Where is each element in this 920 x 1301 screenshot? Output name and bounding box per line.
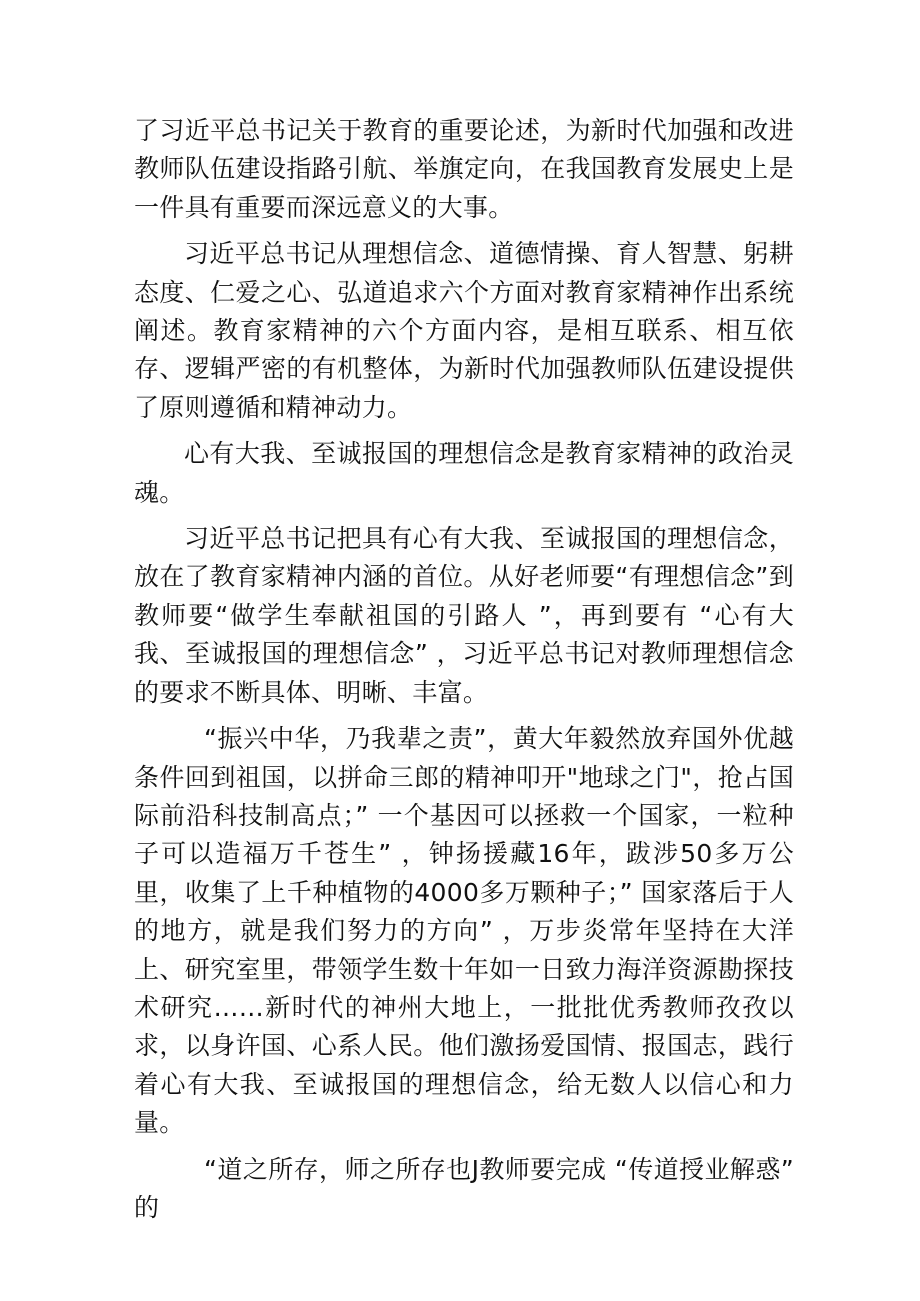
article-body xyxy=(134,112,803,1235)
paragraph-ideals-beliefs: 习近平总书记把具有心有大我、至诚报国的理想信念，放在了教育家精神内涵的首位。从好老师要“有理想信念”到教师要“做学生奉献祖国的引路人 ”，再到要有 “心有大我、至诚报国的理想信念” ，习近平总书记对教师理想信念的要求不断具体、明晰、丰富。 xyxy=(134,524,794,707)
paragraph-section-heading: 心有大我、至诚报国的理想信念是教育家精神的政治灵魂。 xyxy=(134,439,794,507)
paragraph-dao-teacher: “道之所存，师之所存也J教师要完成 “传道授业解惑” 的 xyxy=(134,1154,803,1222)
paragraph-six-aspects: 习近平总书记从理想信念、道德情操、育人智慧、躬耕态度、仁爱之心、弘道追求六个方面对教育家精神作出系统阐述。教育家精神的六个方面内容，是相互联系、相互依存、逻辑严密的有机整体，为新时代加强教师队伍建设提供了原则遵循和精神动力。 xyxy=(134,239,794,422)
paragraph-teacher-examples: “振兴中华，乃我辈之责”，黄大年毅然放弃国外优越条件回到祖国，以拼命三郎的精神叩开"地球之门"，抢占国际前沿科技制高点；” 一个基因可以拯救一个国家，一粒种子可以造福万千苍生” ，钟扬援藏16年，跋涉50多万公里，收集了上千种植物的4000多万颗种子；” 国家落后于人的地方，就是我们努力的方向” ，万步炎常年坚持在大洋上、研究室里，带领学生数十年如一日致力海洋资源勘探技术研究……新时代的神州大地上，一批批优秀教师孜孜以求，以身许国、心系人民。他们激扬爱国情、报国志，践行着心有大我、至诚报国的理想信念，给无数人以信心和力量。 xyxy=(134,724,794,1138)
paragraph-continuation: 了习近平总书记关于教育的重要论述，为新时代加强和改进教师队伍建设指路引航、举旗定向，在我国教育发展史上是一件具有重要而深远意义的大事。 xyxy=(134,116,794,222)
